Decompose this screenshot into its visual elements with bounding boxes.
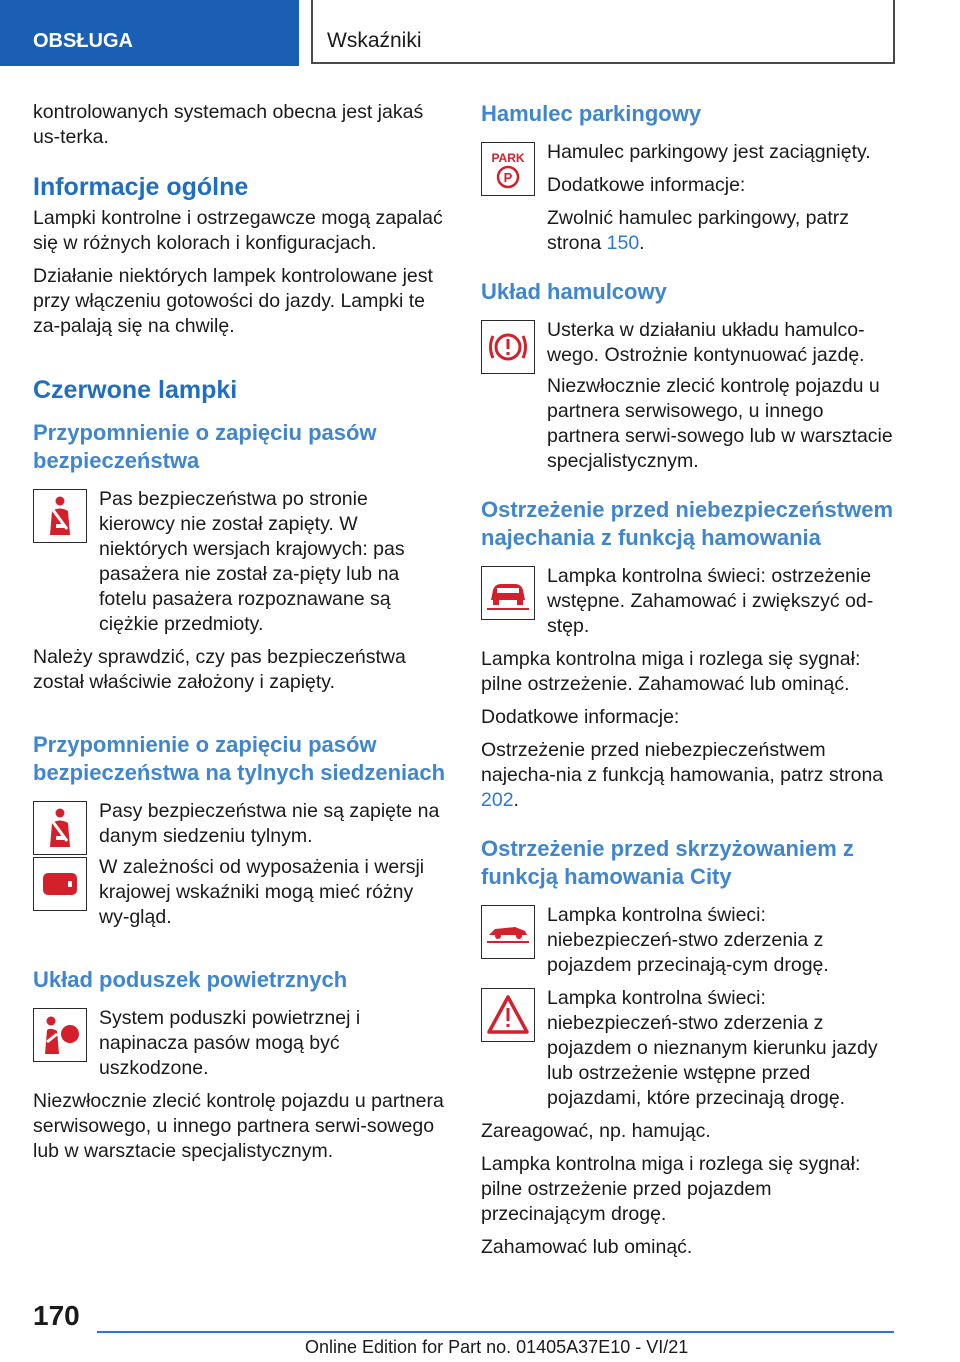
airbag-text: System poduszki powietrznej i napinacza pasów mogą być uszkodzone. (99, 1007, 361, 1079)
rear-seat-status-item (33, 855, 448, 930)
park-label: PARK (491, 151, 525, 165)
crossing-text2: Lampka kontrolna świeci: niebezpieczeń‐stwo zderzenia z pojazdem o nieznanym kierunku jazdy lub ostrzeżenie wstępne przed pojazdami, które przecinają drogę. (547, 987, 878, 1109)
collision-p3: Dodatkowe informacje: (481, 706, 680, 728)
warning-triangle-icon (481, 988, 535, 1042)
page-number: 170 (33, 1300, 80, 1331)
front-collision-icon (481, 566, 535, 620)
general-p1: Lampki kontrolne i ostrzegawcze mogą zapalać się w różnych kolorach i konfiguracjach. (33, 207, 443, 254)
rear-seatbelt-text: Pasy bezpieczeństwa nie są zapięte na danym siedzeniu tylnym. (99, 800, 440, 847)
seatbelt-p2: Należy sprawdzić, czy pas bezpieczeństwa został właściwie założony i zapięty. (33, 646, 406, 693)
crossing-item-1 (481, 903, 896, 978)
heading-general: Informacje ogólne (33, 173, 249, 201)
collision-p4-line (481, 738, 896, 813)
parking-text3: Zwolnić hamulec parkingowy, patrz strona (547, 207, 850, 254)
airbag-icon (33, 1008, 87, 1062)
seatbelt-text: Pas bezpieczeństwa po stronie kierowcy nie został zapięty. W niektórych wersjach krajowych: pas pasażera nie został za‐pięty lub na fotelu pasażera rozpoznawane są ciężkie przedmioty. (99, 488, 405, 635)
crossing-p4: Lampka kontrolna miga i rozlega się sygnał: pilne ostrzeżenie przed pojazdem przecinającym drogę. (481, 1153, 861, 1225)
intro-text: kontrolowanych systemach obecna jest jakaś us‐terka. (33, 101, 424, 148)
brake-system-item (481, 318, 896, 374)
collision-page-link[interactable]: 202 (481, 789, 514, 811)
rear-seat-status-icon (33, 857, 87, 911)
brake-text1: Usterka w działaniu układu hamulco‐wego. Ostrożnie kontynuować jazdę. (547, 319, 865, 366)
crossing-p3: Zareagować, np. hamując. (481, 1120, 711, 1142)
chapter-title: Wskaźniki (311, 0, 895, 64)
section-tab: OBSŁUGA (0, 0, 299, 66)
footer-divider (97, 1331, 894, 1333)
parking-page-link[interactable]: 150 (606, 232, 640, 254)
parking-text2: Dodatkowe informacje: (547, 174, 746, 196)
crossing-item-2 (481, 986, 896, 1111)
heading-crossing: Ostrzeżenie przed skrzyżowaniem z funkcją hamowania City (481, 836, 854, 889)
svg-text:P: P (503, 170, 513, 185)
brake-text2: Niezwłocznie zlecić kontrolę pojazdu u partnera serwisowego, u innego partnera serwi‐sowego lub w warsztacie specjalistycznym. (547, 375, 893, 472)
heading-airbag: Układ poduszek powietrznych (33, 967, 348, 992)
crossing-car-icon (481, 905, 535, 959)
parking-brake-icon (481, 142, 535, 196)
seatbelt-item (33, 487, 448, 637)
rear-seatbelt-icon (33, 801, 87, 855)
rear-seat-status-text: W zależności od wyposażenia i wersji krajowej wskaźniki mogą mieć różny wy‐gląd. (99, 856, 425, 928)
parking-text3-wrap (481, 206, 896, 256)
heading-brake-system: Układ hamulcowy (481, 279, 667, 304)
brake-system-icon (481, 320, 535, 374)
collision-item (481, 564, 896, 639)
collision-after: . (513, 789, 519, 811)
crossing-p5: Zahamować lub ominąć. (481, 1236, 693, 1258)
airbag-item (33, 1006, 448, 1081)
parking-text1: Hamulec parkingowy jest zaciągnięty. (547, 141, 871, 163)
rear-seatbelt-item (33, 799, 448, 855)
collision-p2: Lampka kontrolna miga i rozlega się sygnał: pilne ostrzeżenie. Zahamować lub ominąć. (481, 648, 861, 695)
heading-seatbelt: Przypomnienie o zapięciu pasów bezpieczeństwa (33, 420, 377, 473)
parking-after: . (639, 232, 645, 254)
heading-collision: Ostrzeżenie przed niebezpieczeństwem najechania z funkcją hamowania (481, 497, 894, 550)
heading-rear-seatbelt: Przypomnienie o zapięciu pasów bezpieczeństwa na tylnych siedzeniach (33, 732, 446, 785)
edition-footer: Online Edition for Part no. 01405A37E10 - VI/21 (305, 1337, 689, 1357)
collision-p4: Ostrzeżenie przed niebezpieczeństwem najecha‐nia z funkcją hamowania, patrz strona (481, 739, 884, 786)
general-p2: Działanie niektórych lampek kontrolowane jest przy włączeniu gotowości do jazdy. Lampki te za‐palają się na chwilę. (33, 265, 433, 337)
parking-brake-item (481, 140, 896, 198)
heading-parking-brake: Hamulec parkingowy (481, 101, 702, 126)
crossing-text1: Lampka kontrolna świeci: niebezpieczeń‐stwo zderzenia z pojazdem przecinają‐cym drogę. (547, 904, 829, 976)
collision-text1: Lampka kontrolna świeci: ostrzeżenie wstępne. Zahamować i zwiększyć od‐stęp. (547, 565, 874, 637)
left-column (33, 100, 448, 1172)
airbag-p2: Niezwłocznie zlecić kontrolę pojazdu u partnera serwisowego, u innego partnera serwi‐sowego lub w warsztacie specjalistycznym. (33, 1090, 444, 1162)
seatbelt-icon (33, 489, 87, 543)
right-column (481, 100, 896, 1268)
heading-red-lamps: Czerwone lampki (33, 376, 238, 404)
